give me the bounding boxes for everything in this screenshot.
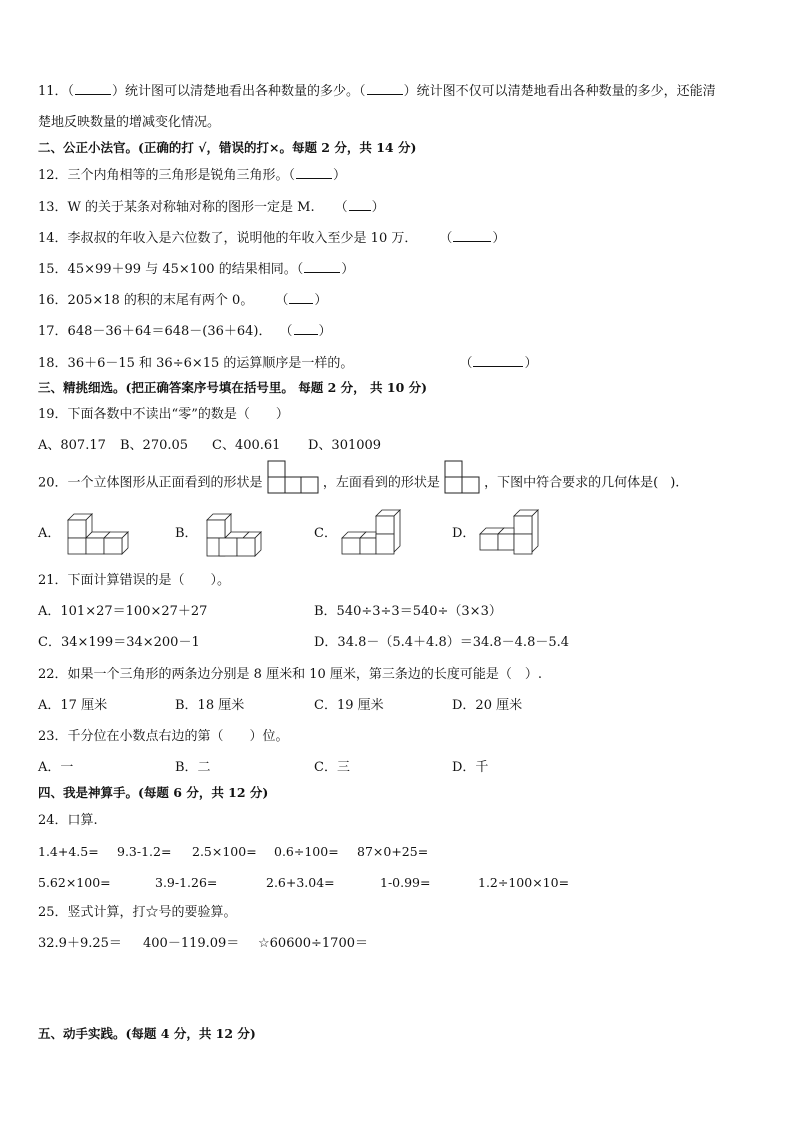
q20-figure-d xyxy=(478,508,544,558)
q19-option-b[interactable]: B、270.05 xyxy=(120,438,189,453)
section-3-title: 三、精挑细选。(把正确答案序号填在括号里。 每题 2 分， 共 10 分) xyxy=(38,380,428,395)
section-2-title: 二、公正小法官。(正确的打 √，错误的打×。每题 2 分，共 14 分) xyxy=(38,140,417,155)
question-11 xyxy=(38,82,716,101)
q16-open: （ xyxy=(275,293,289,308)
q17-open: （ xyxy=(279,324,293,339)
q21-option-a[interactable]: A．101×27＝100×27＋27 xyxy=(38,604,208,619)
q24-item-3: 2.5×100= xyxy=(192,844,257,859)
q17-blank[interactable] xyxy=(294,322,318,335)
q11-blank-2[interactable] xyxy=(367,82,403,95)
q22-option-b[interactable]: B．18 厘米 xyxy=(175,698,245,713)
left-view-figure xyxy=(444,460,480,494)
question-20 xyxy=(38,472,679,494)
question-11-cont: 楚地反映数量的增减变化情况。 xyxy=(38,115,221,130)
q25-item-2: 400－119.09＝ xyxy=(143,936,240,951)
q23-option-d[interactable]: D．千 xyxy=(452,760,489,775)
section-5-title: 五、动手实践。(每题 4 分，共 12 分) xyxy=(38,1026,256,1041)
q22-option-d[interactable]: D．20 厘米 xyxy=(452,698,523,713)
q15-text: 15．45×99＋99 与 45×100 的结果相同。（ xyxy=(38,262,304,277)
q24-item-4: 0.6÷100= xyxy=(274,844,339,859)
q20-option-c[interactable]: C． xyxy=(314,526,337,541)
q22-option-c[interactable]: C．19 厘米 xyxy=(314,698,384,713)
q24-item-2: 9.3-1.2= xyxy=(117,844,172,859)
q14-text: 14．李叔叔的年收入是六位数了，说明他的年收入至少是 10 万． xyxy=(38,231,418,246)
q16-blank[interactable] xyxy=(289,291,313,304)
q24-item-6: 5.62×100= xyxy=(38,875,111,890)
q20-figure-a xyxy=(66,512,136,556)
q19-option-d[interactable]: D、301009 xyxy=(308,438,382,453)
q20-text-b: ，左面看到的形状是 xyxy=(322,475,440,491)
question-18 xyxy=(38,354,537,373)
q24-item-7: 3.9-1.26= xyxy=(155,875,218,890)
q11-text-c: ）统计图不仅可以清楚地看出各种数量的多少，还能清 xyxy=(403,84,716,99)
q16-text: 16．205×18 的积的末尾有两个 0。 xyxy=(38,293,254,308)
q14-close: ） xyxy=(492,231,506,246)
q19-option-a[interactable]: A、807.17 xyxy=(38,438,106,453)
q18-open: （ xyxy=(459,356,473,371)
q20-option-d[interactable]: D． xyxy=(452,526,476,541)
q24-item-1: 1.4+4.5= xyxy=(38,844,99,859)
question-21: 21．下面计算错误的是（ ）。 xyxy=(38,573,231,588)
q11-text-a: 11．（ xyxy=(38,84,75,99)
q25-item-1: 32.9＋9.25＝ xyxy=(38,936,122,951)
q13-close: ） xyxy=(371,200,385,215)
q12-blank[interactable] xyxy=(296,166,332,179)
q23-option-b[interactable]: B．二 xyxy=(175,760,211,775)
q20-option-b[interactable]: B． xyxy=(175,526,198,541)
q13-blank[interactable] xyxy=(349,198,371,211)
q23-option-a[interactable]: A．一 xyxy=(38,760,74,775)
q24-item-5: 87×0+25= xyxy=(357,844,429,859)
question-14 xyxy=(38,229,505,248)
q19-option-c[interactable]: C、400.61 xyxy=(212,438,281,453)
q17-text: 17．648－36＋64＝648－(36＋64)． xyxy=(38,324,272,339)
question-16 xyxy=(38,291,327,310)
question-25: 25．竖式计算，打☆号的要验算。 xyxy=(38,905,237,920)
q15-close: ） xyxy=(341,262,355,277)
q21-option-c[interactable]: C．34×199＝34×200－1 xyxy=(38,635,200,650)
q22-option-a[interactable]: A．17 厘米 xyxy=(38,698,108,713)
q18-blank[interactable] xyxy=(473,354,523,367)
q15-blank[interactable] xyxy=(304,260,340,273)
question-15 xyxy=(38,260,354,279)
q13-text: 13．W 的关于某条对称轴对称的图形一定是 M. xyxy=(38,200,315,215)
q17-close: ） xyxy=(318,324,332,339)
q18-text: 18．36＋6－15 和 36÷6×15 的运算顺序是一样的。 xyxy=(38,356,354,371)
q24-item-10: 1.2÷100×10= xyxy=(478,875,570,890)
q20-option-a[interactable]: A． xyxy=(38,526,61,541)
q24-item-9: 1-0.99= xyxy=(380,875,431,890)
q21-option-b[interactable]: B．540÷3÷3＝540÷（3×3） xyxy=(314,604,502,619)
q20-text-d: ). xyxy=(670,475,680,491)
question-12 xyxy=(38,166,346,185)
q11-blank-1[interactable] xyxy=(75,82,111,95)
question-13 xyxy=(38,198,385,217)
question-17 xyxy=(38,322,332,341)
q20-text-c: ，下图中符合要求的几何体是( xyxy=(484,475,659,491)
q24-item-8: 2.6+3.04= xyxy=(266,875,335,890)
q14-blank[interactable] xyxy=(453,229,491,242)
q20-text-a: 20．一个立体图形从正面看到的形状是 xyxy=(38,475,263,491)
q21-option-d[interactable]: D．34.8－（5.4＋4.8）＝34.8－4.8－5.4 xyxy=(314,635,570,650)
q16-close: ） xyxy=(314,293,328,308)
q14-open: （ xyxy=(439,231,453,246)
q13-open: （ xyxy=(334,200,348,215)
question-24: 24．口算. xyxy=(38,813,98,828)
question-22: 22．如果一个三角形的两条边分别是 8 厘米和 10 厘米，第三条边的长度可能是（ ）. xyxy=(38,667,543,682)
question-23: 23．千分位在小数点右边的第（ ）位。 xyxy=(38,729,289,744)
q12-close: ） xyxy=(333,168,347,183)
q11-text-b: ）统计图可以清楚地看出各种数量的多少。（ xyxy=(112,84,366,99)
q18-close: ） xyxy=(524,356,538,371)
q23-option-c[interactable]: C．三 xyxy=(314,760,350,775)
q12-text: 12．三个内角相等的三角形是锐角三角形。（ xyxy=(38,168,296,183)
section-4-title: 四、我是神算手。(每题 6 分，共 12 分) xyxy=(38,785,269,800)
q20-figure-b xyxy=(203,512,265,558)
q20-figure-c xyxy=(340,508,406,558)
question-19: 19．下面各数中不读出“零”的数是（ ） xyxy=(38,407,289,422)
q25-item-3: ☆60600÷1700＝ xyxy=(258,936,368,951)
front-view-figure xyxy=(267,460,319,494)
